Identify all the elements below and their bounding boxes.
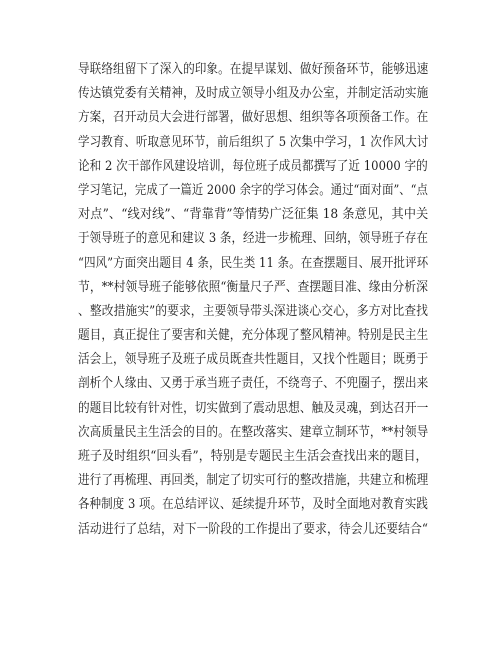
text-line: 活会上，领导班子及班子成员既查共性题目，又找个性题目；既勇于 (78, 352, 429, 368)
text-line: 的题目比较有针对性，切实做到了震动思想、触及灵魂，到达召开一 (78, 400, 429, 416)
text-line: 论和 2 次干部作风建设培训，每位班子成员都撰写了近 10000 字的 (78, 158, 428, 174)
text-line: 于领导班子的意见和建议 3 条，经进一步梳理、回纳，领导班子存在 (78, 231, 428, 247)
text-line: 、整改措施实”的要求，主要领导带头深进谈心交心，多方对比查找 (78, 303, 428, 319)
text-line: 学习笔记，完成了一篇近 2000 余字的学习体会。通过“面对面”、“点 (78, 182, 428, 198)
text-line: 剖析个人缘由、又勇于承当班子责任，不绕弯子、不兜圈子，摆出来 (78, 376, 429, 392)
text-line: 对点”、“线对线”、“背靠背”等情势广泛征集 18 条意见，其中关 (78, 207, 429, 223)
text-line: 学习教育、听取意见环节，前后组织了 5 次集中学习，1 次作风大讨 (78, 134, 429, 150)
text-line: 题目，真正捉住了要害和关健，充分体现了整风精神。特别是民主生 (78, 328, 429, 344)
text-line: 各种制度 3 项。在总结评议、延续提升环节，及时全面地对教育实践 (78, 497, 428, 513)
text-line: “四风”方面突出题目 4 条，民生类 11 条。在查摆题目、展开批评环 (78, 255, 429, 271)
text-line: 次高质量民主生活会的目的。在整改落实、建章立制环节，**村领导 (78, 424, 429, 440)
text-line: 导联络组留下了深入的印象。在提早谋划、做好预备环节，能够迅速 (78, 62, 429, 77)
text-line: 活动进行了总结，对下一阶段的工作提出了要求，待会儿还要结合“ (78, 521, 428, 537)
body-paragraph (78, 58, 428, 542)
text-line: 进行了再梳理、再回类，制定了切实可行的整改措施，共建立和梳理 (78, 473, 429, 489)
text-line: 方案，召开动员大会进行部署，做好思想、组织等各项预备工作。在 (78, 110, 429, 126)
text-line: 节，**村领导班子能够依照“衡量尺子严、查摆题目准、缘由分析深 (78, 279, 428, 295)
text-line: 传达镇党委有关精神，及时成立领导小组及办公室，并制定活动实施 (78, 86, 429, 102)
text-line: 班子及时组织“回头看”，特别是专题民主生活会查找出来的题目， (78, 449, 428, 464)
